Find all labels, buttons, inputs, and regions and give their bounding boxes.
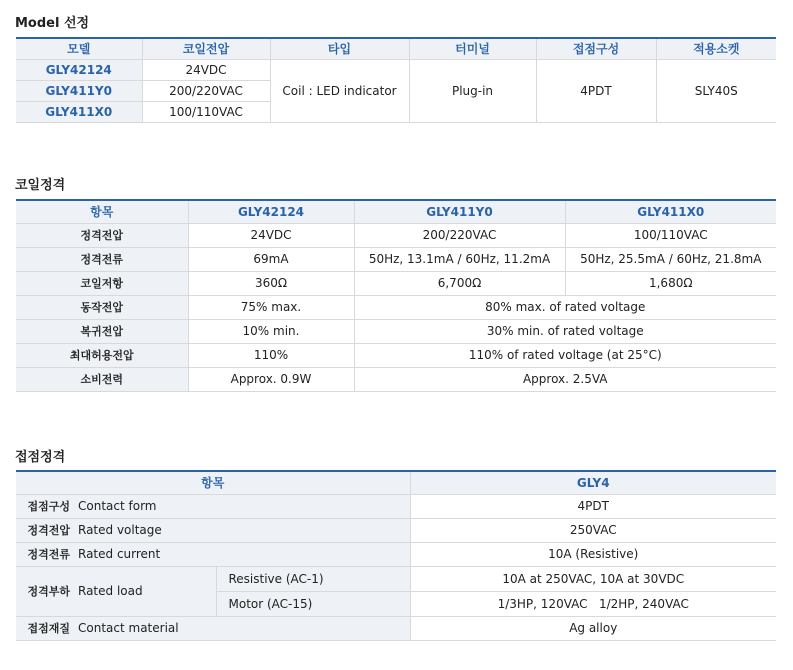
- col-header-type: 타입: [270, 38, 409, 59]
- value-cell: 1/3HP, 120VAC 1/2HP, 240VAC: [410, 591, 776, 616]
- row-label-ko: 정격부하: [27, 585, 70, 598]
- socket-cell: SLY40S: [656, 59, 776, 122]
- value-cell: 110% of rated voltage (at 25°C): [354, 343, 776, 367]
- voltage-cell: 100/110VAC: [142, 101, 270, 122]
- col-header-gly4: GLY4: [410, 471, 776, 494]
- model-cell: GLY411Y0: [16, 80, 142, 101]
- table-row: [16, 271, 776, 295]
- sub-label-resistive: Resistive (AC-1): [216, 566, 410, 591]
- row-label: 동작전압: [16, 295, 188, 319]
- row-label: 코일저항: [16, 271, 188, 295]
- row-label: 정격전압: [16, 223, 188, 247]
- col-header-model: 모델: [16, 38, 142, 59]
- table-row: [16, 542, 776, 566]
- coil-table-header: [16, 200, 776, 223]
- value-cell: 250VAC: [410, 518, 776, 542]
- row-label-ko: 정격전압: [27, 524, 70, 537]
- row-label-en: Rated current: [78, 547, 161, 561]
- model-cell: GLY42124: [16, 59, 142, 80]
- row-label-contact-form: [16, 494, 410, 518]
- row-label-en: Contact material: [78, 621, 179, 635]
- value-cell: 75% max.: [188, 295, 354, 319]
- row-label-en: Rated voltage: [78, 523, 162, 537]
- row-label: 복귀전압: [16, 319, 188, 343]
- section-title-coil: 코일정격: [15, 178, 66, 193]
- section-title-contact: 접점정격: [15, 450, 66, 465]
- value-cell: Ag alloy: [410, 616, 776, 640]
- coil-table: [16, 199, 776, 392]
- row-label-contact-material: [16, 616, 410, 640]
- table-row: [16, 247, 776, 271]
- value-cell: 10% min.: [188, 319, 354, 343]
- value-cell: Approx. 0.9W: [188, 367, 354, 391]
- model-cell: GLY411X0: [16, 101, 142, 122]
- col-header-gly411x0: GLY411X0: [565, 200, 776, 223]
- table-row: [16, 566, 776, 591]
- contact-table: [16, 470, 776, 641]
- row-label: 정격전류: [16, 247, 188, 271]
- row-label-ko: 접점구성: [27, 500, 70, 513]
- col-header-item: 항목: [16, 200, 188, 223]
- sub-label-motor: Motor (AC-15): [216, 591, 410, 616]
- voltage-cell: 200/220VAC: [142, 80, 270, 101]
- col-header-socket: 적용소켓: [656, 38, 776, 59]
- table-row: [16, 223, 776, 247]
- section-title-model: Model 선정: [15, 16, 90, 31]
- col-header-terminal: 터미널: [409, 38, 536, 59]
- model-table-header: [16, 38, 776, 59]
- value-cell: 24VDC: [188, 223, 354, 247]
- value-cell: 1,680Ω: [565, 271, 776, 295]
- terminal-cell: Plug-in: [409, 59, 536, 122]
- table-row: [16, 494, 776, 518]
- value-cell: 69mA: [188, 247, 354, 271]
- col-header-gly411y0: GLY411Y0: [354, 200, 565, 223]
- value-cell: 360Ω: [188, 271, 354, 295]
- value-cell: 50Hz, 25.5mA / 60Hz, 21.8mA: [565, 247, 776, 271]
- row-label-en: Rated load: [78, 584, 143, 598]
- table-row: [16, 367, 776, 391]
- table-row: [16, 319, 776, 343]
- table-row: [16, 343, 776, 367]
- value-cell: 50Hz, 13.1mA / 60Hz, 11.2mA: [354, 247, 565, 271]
- row-label-ko: 접점재질: [27, 622, 70, 635]
- value-cell: 200/220VAC: [354, 223, 565, 247]
- table-row: [16, 295, 776, 319]
- row-label-en: Contact form: [78, 499, 157, 513]
- table-row: [16, 616, 776, 640]
- row-label-rated-load: [16, 566, 216, 616]
- value-cell: 4PDT: [410, 494, 776, 518]
- type-cell: Coil : LED indicator: [270, 59, 409, 122]
- value-cell: Approx. 2.5VA: [354, 367, 776, 391]
- value-cell: 30% min. of rated voltage: [354, 319, 776, 343]
- row-label: 소비전력: [16, 367, 188, 391]
- row-label-ko: 정격전류: [27, 548, 70, 561]
- table-row: [16, 59, 776, 80]
- col-header-gly42124: GLY42124: [188, 200, 354, 223]
- voltage-cell: 24VDC: [142, 59, 270, 80]
- col-header-item: 항목: [16, 471, 410, 494]
- value-cell: 6,700Ω: [354, 271, 565, 295]
- value-cell: 10A (Resistive): [410, 542, 776, 566]
- table-row: [16, 518, 776, 542]
- model-table: [16, 37, 776, 123]
- col-header-coil-voltage: 코일전압: [142, 38, 270, 59]
- value-cell: 80% max. of rated voltage: [354, 295, 776, 319]
- contact-cell: 4PDT: [536, 59, 656, 122]
- contact-table-header: [16, 471, 776, 494]
- value-cell: 100/110VAC: [565, 223, 776, 247]
- value-cell: 110%: [188, 343, 354, 367]
- row-label-rated-current: [16, 542, 410, 566]
- row-label-rated-voltage: [16, 518, 410, 542]
- row-label: 최대허용전압: [16, 343, 188, 367]
- value-cell: 10A at 250VAC, 10A at 30VDC: [410, 566, 776, 591]
- col-header-contact: 접점구성: [536, 38, 656, 59]
